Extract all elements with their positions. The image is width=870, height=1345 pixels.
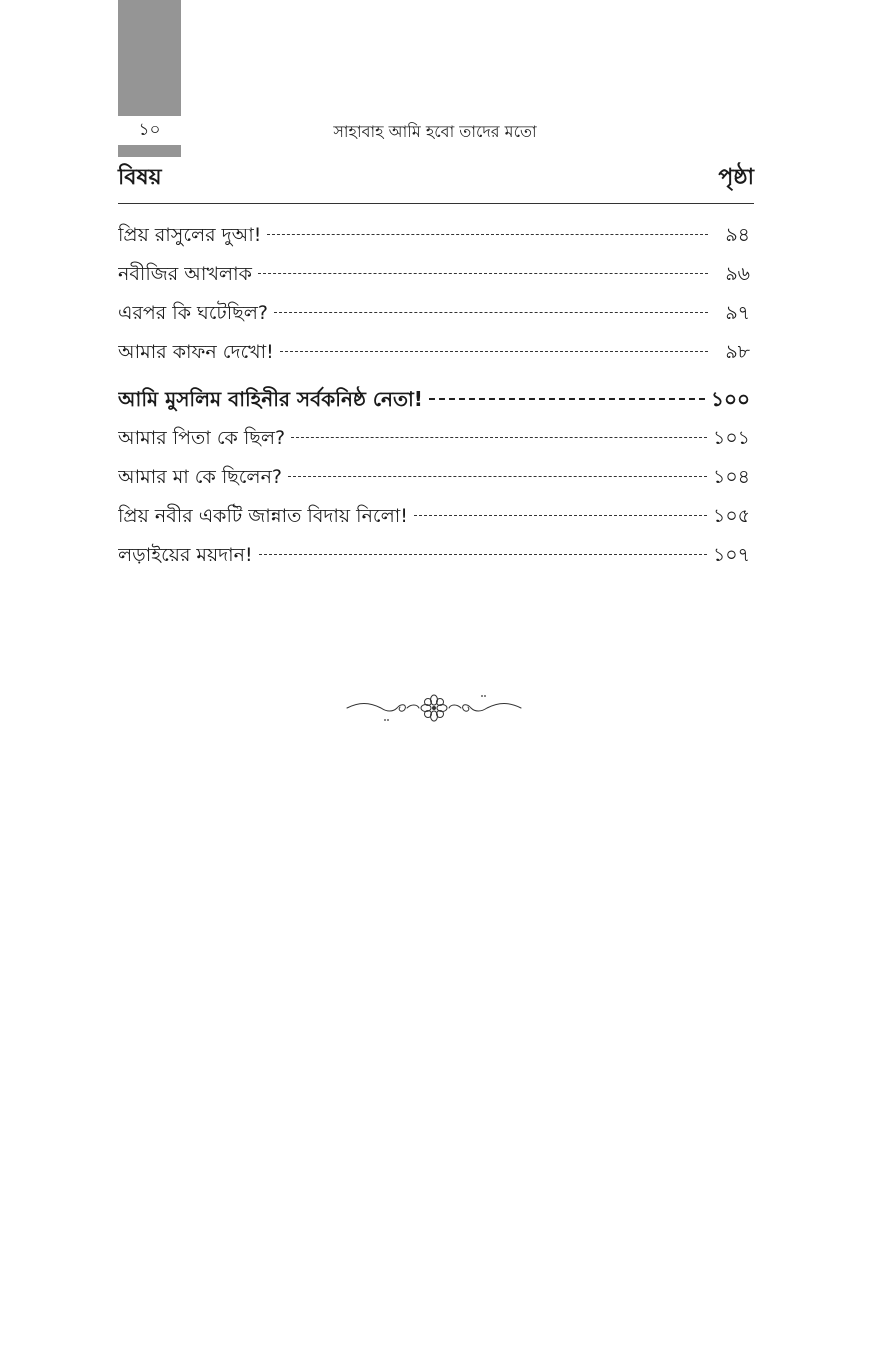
toc-entry-title: প্রিয় রাসুলের দুআ! <box>118 224 262 246</box>
toc-leader-dashes <box>274 312 708 313</box>
toc-entry-title: লড়াইয়ের ময়দান! <box>118 544 253 566</box>
toc-entry-page: ৯৬ <box>725 263 750 285</box>
toc-leader-dashes <box>288 476 707 477</box>
toc-entry[interactable] <box>118 216 750 255</box>
toc-header <box>118 164 754 204</box>
toc-chapter-entry[interactable] <box>118 380 750 419</box>
toc-entry[interactable] <box>118 458 750 497</box>
running-title: সাহাবাহ আমি হবো তাদের মতো <box>333 122 537 141</box>
toc-leader-dashes <box>291 437 707 438</box>
toc-entry-page: ১০১ <box>712 427 750 449</box>
toc-column-subject: বিষয় <box>118 165 162 190</box>
toc-entry-page: ৯৮ <box>725 341 750 363</box>
toc-entry[interactable] <box>118 294 750 333</box>
floral-divider-icon <box>345 690 523 726</box>
toc-entry-title: আমার মা কে ছিলেন? <box>118 466 283 488</box>
toc-entry-title: আমি মুসলিম বাহিনীর সর্বকনিষ্ঠ নেতা! <box>118 387 423 411</box>
toc-entry-title: প্রিয় নবীর একটি জান্নাত বিদায় নিলো! <box>118 505 408 527</box>
toc-entry[interactable] <box>118 333 750 372</box>
toc-entry-title: নবীজির আখলাক <box>118 263 252 285</box>
toc-leader-dashes <box>429 398 705 400</box>
toc-entry-title: আমার কাফন দেখো! <box>118 341 274 363</box>
toc-entry[interactable] <box>118 536 750 575</box>
toc-list <box>118 216 750 575</box>
toc-column-page: পৃষ্ঠা <box>718 165 754 190</box>
toc-entry[interactable] <box>118 497 750 536</box>
toc-leader-dashes <box>414 515 707 516</box>
toc-entry[interactable] <box>118 255 750 294</box>
toc-entry-page: ৯৪ <box>725 224 750 246</box>
toc-entry-title: আমার পিতা কে ছিল? <box>118 427 286 449</box>
toc-entry-page: ১০০ <box>711 387 750 411</box>
page-tab-block <box>118 0 181 116</box>
toc-entry-title: এরপর কি ঘটেছিল? <box>118 302 268 324</box>
toc-leader-dashes <box>258 273 708 274</box>
toc-entry-page: ৯৭ <box>725 302 750 324</box>
toc-entry-page: ১০৭ <box>712 544 750 566</box>
page-tab-strip <box>118 145 181 157</box>
toc-entry[interactable] <box>118 419 750 458</box>
toc-leader-dashes <box>267 234 708 235</box>
page-number: ১০ <box>138 120 161 140</box>
toc-entry-page: ১০৪ <box>712 466 750 488</box>
toc-entry-page: ১০৫ <box>712 505 750 527</box>
toc-leader-dashes <box>259 554 707 555</box>
toc-leader-dashes <box>280 351 708 352</box>
